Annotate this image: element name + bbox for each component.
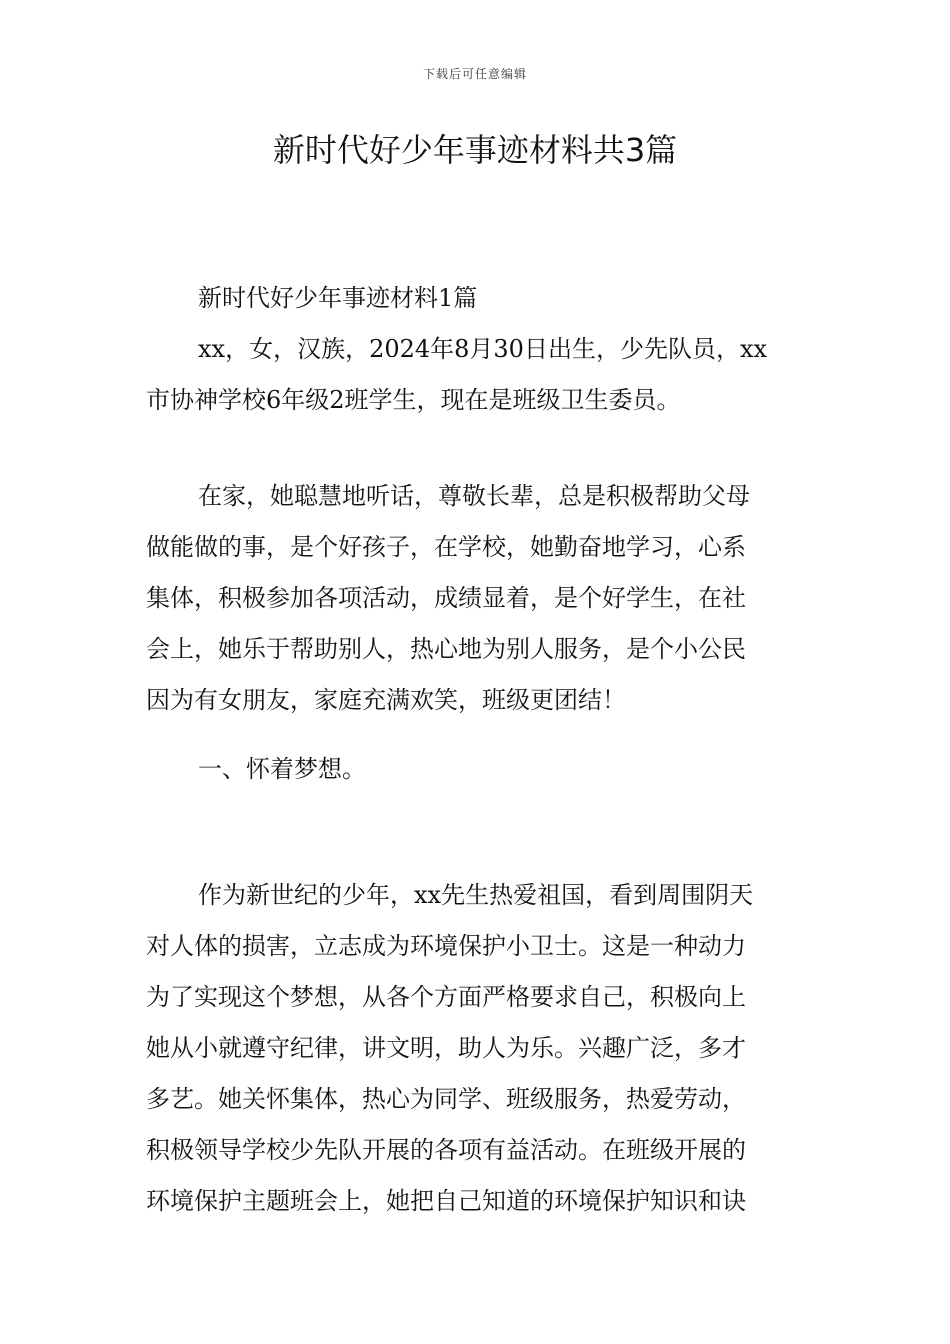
intro-line-2: 市协神学校6年级2班学生，现在是班级卫生委员。 — [146, 386, 681, 414]
paragraph-1-line-4: 会上，她乐于帮助别人，热心地为别人服务，是个小公民 — [146, 635, 746, 663]
subtitle-line: 新时代好少年事迹材料1篇 — [198, 284, 478, 312]
section-heading-1: 一、怀着梦想。 — [198, 755, 366, 783]
document-title: 新时代好少年事迹材料共3篇 — [272, 131, 678, 169]
paragraph-1-line-3: 集体，积极参加各项活动，成绩显着，是个好学生，在社 — [146, 584, 746, 612]
paragraph-2-line-5: 多艺。她关怀集体，热心为同学、班级服务，热爱劳动， — [146, 1085, 746, 1113]
paragraph-1 — [146, 471, 810, 726]
intro-paragraph — [146, 324, 810, 426]
paragraph-1-line-2: 做能做的事，是个好孩子，在学校，她勤奋地学习，心系 — [146, 533, 746, 561]
paragraph-2 — [146, 870, 810, 1227]
paragraph-1-line-1: 在家，她聪慧地听话，尊敬长辈，总是积极帮助父母 — [198, 482, 750, 510]
subtitle-paragraph — [146, 273, 810, 324]
header-note: 下载后可任意编辑 — [422, 67, 527, 81]
paragraph-1-line-5: 因为有女朋友，家庭充满欢笑，班级更团结！ — [146, 686, 626, 714]
intro-line-1: xx，女，汉族，2024年8月30日出生，少先队员，xx — [198, 335, 768, 363]
paragraph-2-line-4: 她从小就遵守纪律，讲文明，助人为乐。兴趣广泛，多才 — [146, 1034, 746, 1062]
heading-1-paragraph — [146, 744, 810, 795]
paragraph-2-line-7: 环境保护主题班会上，她把自己知道的环境保护知识和诀 — [146, 1187, 746, 1215]
paragraph-2-line-2: 对人体的损害，立志成为环境保护小卫士。这是一种动力 — [146, 932, 746, 960]
paragraph-2-line-1: 作为新世纪的少年，xx先生热爱祖国，看到周围阴天 — [198, 881, 754, 909]
paragraph-2-line-3: 为了实现这个梦想，从各个方面严格要求自己，积极向上 — [146, 983, 746, 1011]
paragraph-2-line-6: 积极领导学校少先队开展的各项有益活动。在班级开展的 — [146, 1136, 746, 1164]
